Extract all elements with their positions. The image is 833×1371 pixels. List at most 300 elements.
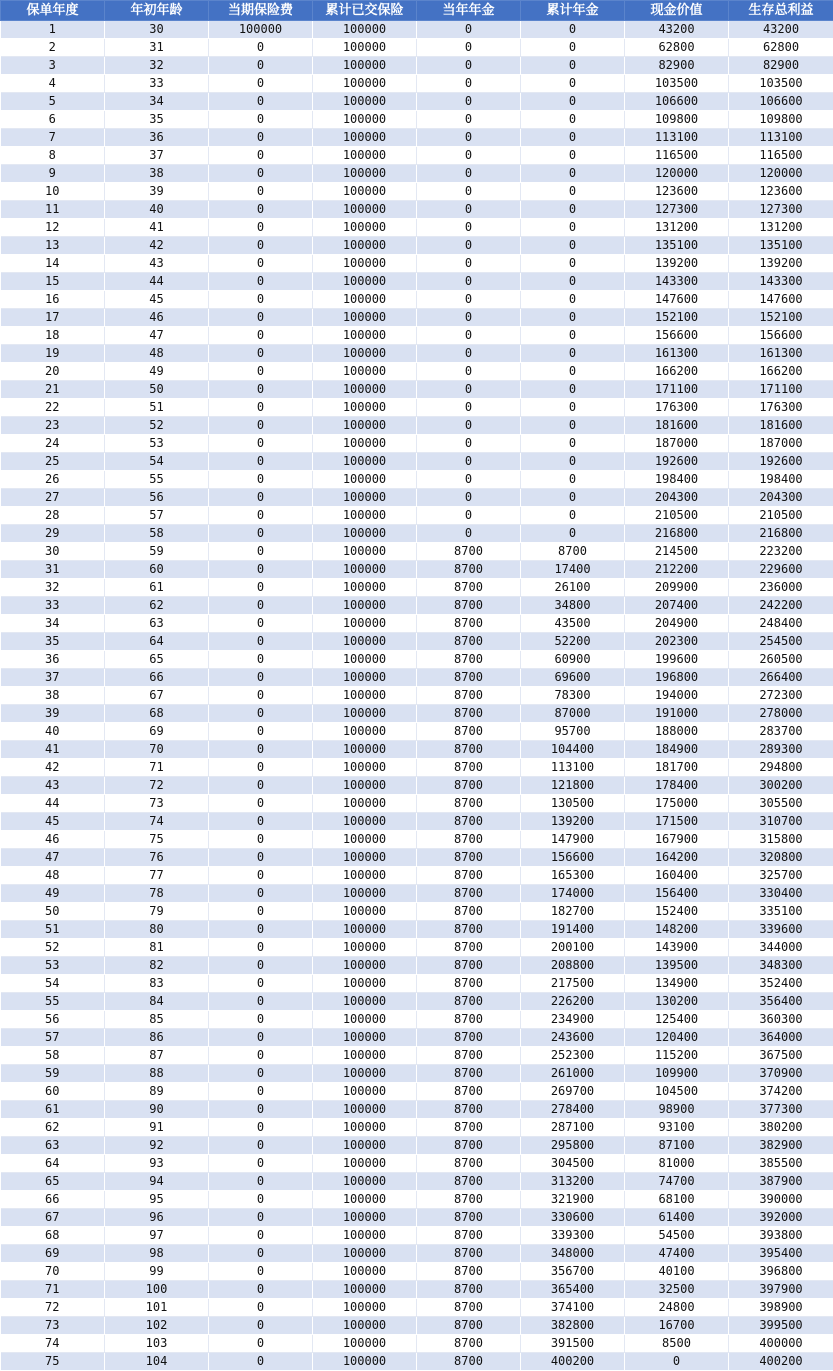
table-row [1, 75, 833, 93]
cell-total-annuity: 0 [521, 399, 625, 417]
cell-age: 60 [105, 561, 209, 579]
cell-total-annuity: 17400 [521, 561, 625, 579]
cell-total-annuity: 339300 [521, 1227, 625, 1245]
cell-cash-value: 209900 [625, 579, 729, 597]
cell-current-premium: 0 [209, 651, 313, 669]
cell-current-premium: 0 [209, 183, 313, 201]
cell-cash-value: 125400 [625, 1011, 729, 1029]
table-row [1, 1245, 833, 1263]
cell-annual-annuity: 0 [417, 93, 521, 111]
cell-total-annuity: 156600 [521, 849, 625, 867]
cell-annual-annuity: 8700 [417, 885, 521, 903]
cell-total-annuity: 0 [521, 201, 625, 219]
cell-age: 57 [105, 507, 209, 525]
cell-total-paid-premium: 100000 [313, 201, 417, 219]
cell-total-survival-benefit: 131200 [729, 219, 833, 237]
cell-total-survival-benefit: 300200 [729, 777, 833, 795]
cell-policy-year: 66 [1, 1191, 105, 1209]
cell-total-survival-benefit: 392000 [729, 1209, 833, 1227]
cell-policy-year: 39 [1, 705, 105, 723]
cell-cash-value: 156600 [625, 327, 729, 345]
header-policy-year: 保单年度 [1, 1, 105, 21]
cell-current-premium: 0 [209, 1209, 313, 1227]
cell-total-paid-premium: 100000 [313, 957, 417, 975]
cell-cash-value: 109900 [625, 1065, 729, 1083]
cell-total-survival-benefit: 139200 [729, 255, 833, 273]
cell-age: 40 [105, 201, 209, 219]
cell-total-paid-premium: 100000 [313, 453, 417, 471]
cell-annual-annuity: 0 [417, 39, 521, 57]
cell-cash-value: 188000 [625, 723, 729, 741]
cell-age: 75 [105, 831, 209, 849]
table-row [1, 1173, 833, 1191]
table-row [1, 777, 833, 795]
table-row [1, 1011, 833, 1029]
cell-total-paid-premium: 100000 [313, 1299, 417, 1317]
table-row [1, 273, 833, 291]
cell-annual-annuity: 0 [417, 255, 521, 273]
table-row [1, 111, 833, 129]
cell-current-premium: 0 [209, 165, 313, 183]
cell-cash-value: 210500 [625, 507, 729, 525]
cell-cash-value: 147600 [625, 291, 729, 309]
cell-cash-value: 109800 [625, 111, 729, 129]
table-row [1, 39, 833, 57]
table-row [1, 597, 833, 615]
table-row [1, 705, 833, 723]
cell-current-premium: 0 [209, 1101, 313, 1119]
cell-total-survival-benefit: 393800 [729, 1227, 833, 1245]
cell-cash-value: 181600 [625, 417, 729, 435]
cell-total-survival-benefit: 364000 [729, 1029, 833, 1047]
cell-annual-annuity: 0 [417, 147, 521, 165]
cell-policy-year: 70 [1, 1263, 105, 1281]
cell-cash-value: 176300 [625, 399, 729, 417]
table-row [1, 615, 833, 633]
cell-age: 67 [105, 687, 209, 705]
cell-current-premium: 0 [209, 471, 313, 489]
cell-annual-annuity: 8700 [417, 561, 521, 579]
cell-total-paid-premium: 100000 [313, 777, 417, 795]
cell-age: 92 [105, 1137, 209, 1155]
cell-total-paid-premium: 100000 [313, 327, 417, 345]
cell-cash-value: 120000 [625, 165, 729, 183]
cell-policy-year: 67 [1, 1209, 105, 1227]
cell-total-survival-benefit: 398900 [729, 1299, 833, 1317]
cell-annual-annuity: 8700 [417, 633, 521, 651]
cell-total-survival-benefit: 320800 [729, 849, 833, 867]
cell-annual-annuity: 0 [417, 291, 521, 309]
cell-annual-annuity: 0 [417, 435, 521, 453]
cell-total-annuity: 95700 [521, 723, 625, 741]
cell-current-premium: 0 [209, 1155, 313, 1173]
cell-cash-value: 198400 [625, 471, 729, 489]
cell-cash-value: 175000 [625, 795, 729, 813]
cell-annual-annuity: 8700 [417, 1029, 521, 1047]
cell-current-premium: 0 [209, 1317, 313, 1335]
cell-annual-annuity: 8700 [417, 939, 521, 957]
cell-total-paid-premium: 100000 [313, 507, 417, 525]
cell-cash-value: 166200 [625, 363, 729, 381]
cell-age: 61 [105, 579, 209, 597]
cell-current-premium: 0 [209, 489, 313, 507]
cell-total-annuity: 321900 [521, 1191, 625, 1209]
table-row [1, 165, 833, 183]
cell-cash-value: 40100 [625, 1263, 729, 1281]
cell-annual-annuity: 8700 [417, 795, 521, 813]
cell-annual-annuity: 8700 [417, 723, 521, 741]
cell-policy-year: 62 [1, 1119, 105, 1137]
cell-cash-value: 194000 [625, 687, 729, 705]
cell-cash-value: 98900 [625, 1101, 729, 1119]
cell-policy-year: 42 [1, 759, 105, 777]
table-row [1, 1065, 833, 1083]
cell-policy-year: 52 [1, 939, 105, 957]
cell-policy-year: 72 [1, 1299, 105, 1317]
cell-total-paid-premium: 100000 [313, 813, 417, 831]
cell-total-survival-benefit: 305500 [729, 795, 833, 813]
cell-total-paid-premium: 100000 [313, 885, 417, 903]
cell-total-paid-premium: 100000 [313, 525, 417, 543]
cell-total-paid-premium: 100000 [313, 21, 417, 39]
cell-age: 33 [105, 75, 209, 93]
cell-total-paid-premium: 100000 [313, 255, 417, 273]
cell-age: 59 [105, 543, 209, 561]
cell-policy-year: 23 [1, 417, 105, 435]
cell-total-paid-premium: 100000 [313, 1011, 417, 1029]
cell-total-paid-premium: 100000 [313, 687, 417, 705]
table-row [1, 1119, 833, 1137]
cell-policy-year: 6 [1, 111, 105, 129]
cell-total-annuity: 0 [521, 147, 625, 165]
cell-annual-annuity: 8700 [417, 921, 521, 939]
cell-total-annuity: 130500 [521, 795, 625, 813]
cell-cash-value: 207400 [625, 597, 729, 615]
cell-policy-year: 20 [1, 363, 105, 381]
cell-total-annuity: 0 [521, 129, 625, 147]
cell-policy-year: 43 [1, 777, 105, 795]
cell-policy-year: 53 [1, 957, 105, 975]
cell-policy-year: 56 [1, 1011, 105, 1029]
cell-policy-year: 38 [1, 687, 105, 705]
cell-annual-annuity: 0 [417, 327, 521, 345]
cell-policy-year: 3 [1, 57, 105, 75]
cell-total-annuity: 365400 [521, 1281, 625, 1299]
cell-total-survival-benefit: 242200 [729, 597, 833, 615]
table-row [1, 327, 833, 345]
cell-age: 98 [105, 1245, 209, 1263]
cell-cash-value: 192600 [625, 453, 729, 471]
cell-cash-value: 115200 [625, 1047, 729, 1065]
cell-total-survival-benefit: 325700 [729, 867, 833, 885]
cell-annual-annuity: 8700 [417, 903, 521, 921]
table-row [1, 129, 833, 147]
cell-current-premium: 0 [209, 867, 313, 885]
cell-total-annuity: 0 [521, 435, 625, 453]
cell-cash-value: 68100 [625, 1191, 729, 1209]
cell-total-survival-benefit: 181600 [729, 417, 833, 435]
cell-annual-annuity: 8700 [417, 1353, 521, 1371]
cell-current-premium: 0 [209, 993, 313, 1011]
cell-age: 36 [105, 129, 209, 147]
cell-cash-value: 187000 [625, 435, 729, 453]
cell-total-survival-benefit: 171100 [729, 381, 833, 399]
cell-cash-value: 93100 [625, 1119, 729, 1137]
cell-age: 65 [105, 651, 209, 669]
cell-total-survival-benefit: 176300 [729, 399, 833, 417]
cell-total-annuity: 0 [521, 237, 625, 255]
cell-age: 47 [105, 327, 209, 345]
cell-annual-annuity: 8700 [417, 1173, 521, 1191]
cell-policy-year: 40 [1, 723, 105, 741]
table-row [1, 975, 833, 993]
cell-total-survival-benefit: 396800 [729, 1263, 833, 1281]
cell-cash-value: 123600 [625, 183, 729, 201]
cell-policy-year: 60 [1, 1083, 105, 1101]
table-row [1, 741, 833, 759]
cell-current-premium: 0 [209, 1335, 313, 1353]
cell-age: 93 [105, 1155, 209, 1173]
cell-age: 95 [105, 1191, 209, 1209]
cell-annual-annuity: 0 [417, 237, 521, 255]
table-row [1, 1209, 833, 1227]
cell-total-survival-benefit: 335100 [729, 903, 833, 921]
cell-annual-annuity: 0 [417, 345, 521, 363]
cell-cash-value: 62800 [625, 39, 729, 57]
cell-policy-year: 8 [1, 147, 105, 165]
cell-annual-annuity: 8700 [417, 597, 521, 615]
cell-total-survival-benefit: 106600 [729, 93, 833, 111]
cell-policy-year: 19 [1, 345, 105, 363]
cell-total-survival-benefit: 161300 [729, 345, 833, 363]
cell-annual-annuity: 8700 [417, 543, 521, 561]
table-row [1, 759, 833, 777]
cell-age: 45 [105, 291, 209, 309]
cell-cash-value: 87100 [625, 1137, 729, 1155]
cell-total-paid-premium: 100000 [313, 363, 417, 381]
cell-age: 87 [105, 1047, 209, 1065]
cell-total-survival-benefit: 254500 [729, 633, 833, 651]
cell-cash-value: 191000 [625, 705, 729, 723]
header-total-paid-premium: 累计已交保险 [313, 1, 417, 21]
cell-current-premium: 0 [209, 957, 313, 975]
cell-age: 69 [105, 723, 209, 741]
cell-annual-annuity: 8700 [417, 615, 521, 633]
cell-total-annuity: 87000 [521, 705, 625, 723]
cell-annual-annuity: 8700 [417, 741, 521, 759]
cell-cash-value: 74700 [625, 1173, 729, 1191]
cell-annual-annuity: 8700 [417, 1299, 521, 1317]
cell-total-annuity: 0 [521, 309, 625, 327]
cell-current-premium: 0 [209, 777, 313, 795]
cell-total-paid-premium: 100000 [313, 1119, 417, 1137]
cell-current-premium: 0 [209, 723, 313, 741]
cell-cash-value: 130200 [625, 993, 729, 1011]
cell-policy-year: 37 [1, 669, 105, 687]
cell-total-annuity: 191400 [521, 921, 625, 939]
cell-total-annuity: 0 [521, 21, 625, 39]
cell-policy-year: 16 [1, 291, 105, 309]
cell-total-survival-benefit: 289300 [729, 741, 833, 759]
cell-policy-year: 9 [1, 165, 105, 183]
table-row [1, 183, 833, 201]
cell-total-paid-premium: 100000 [313, 399, 417, 417]
table-row [1, 525, 833, 543]
cell-total-survival-benefit: 216800 [729, 525, 833, 543]
cell-annual-annuity: 8700 [417, 1011, 521, 1029]
cell-age: 81 [105, 939, 209, 957]
cell-total-annuity: 0 [521, 471, 625, 489]
cell-cash-value: 0 [625, 1353, 729, 1371]
table-row [1, 1137, 833, 1155]
cell-age: 102 [105, 1317, 209, 1335]
cell-annual-annuity: 8700 [417, 1101, 521, 1119]
cell-annual-annuity: 8700 [417, 651, 521, 669]
cell-total-paid-premium: 100000 [313, 489, 417, 507]
cell-current-premium: 0 [209, 1299, 313, 1317]
cell-policy-year: 68 [1, 1227, 105, 1245]
cell-total-annuity: 0 [521, 453, 625, 471]
cell-current-premium: 0 [209, 705, 313, 723]
cell-total-paid-premium: 100000 [313, 1083, 417, 1101]
cell-policy-year: 36 [1, 651, 105, 669]
cell-total-annuity: 287100 [521, 1119, 625, 1137]
cell-age: 32 [105, 57, 209, 75]
table-row [1, 1155, 833, 1173]
cell-current-premium: 0 [209, 255, 313, 273]
cell-current-premium: 0 [209, 39, 313, 57]
cell-age: 73 [105, 795, 209, 813]
table-row [1, 1335, 833, 1353]
cell-current-premium: 0 [209, 741, 313, 759]
cell-total-annuity: 0 [521, 291, 625, 309]
cell-current-premium: 0 [209, 849, 313, 867]
cell-total-paid-premium: 100000 [313, 1047, 417, 1065]
cell-current-premium: 0 [209, 831, 313, 849]
cell-annual-annuity: 0 [417, 525, 521, 543]
cell-total-annuity: 208800 [521, 957, 625, 975]
cell-total-paid-premium: 100000 [313, 669, 417, 687]
cell-policy-year: 51 [1, 921, 105, 939]
cell-total-survival-benefit: 103500 [729, 75, 833, 93]
cell-age: 90 [105, 1101, 209, 1119]
cell-total-survival-benefit: 266400 [729, 669, 833, 687]
cell-cash-value: 196800 [625, 669, 729, 687]
cell-policy-year: 54 [1, 975, 105, 993]
cell-current-premium: 0 [209, 111, 313, 129]
cell-total-annuity: 243600 [521, 1029, 625, 1047]
cell-total-survival-benefit: 367500 [729, 1047, 833, 1065]
cell-age: 44 [105, 273, 209, 291]
cell-annual-annuity: 0 [417, 219, 521, 237]
cell-policy-year: 48 [1, 867, 105, 885]
cell-total-annuity: 26100 [521, 579, 625, 597]
cell-total-survival-benefit: 352400 [729, 975, 833, 993]
cell-policy-year: 25 [1, 453, 105, 471]
cell-total-survival-benefit: 223200 [729, 543, 833, 561]
cell-cash-value: 104500 [625, 1083, 729, 1101]
cell-total-paid-premium: 100000 [313, 219, 417, 237]
cell-cash-value: 171100 [625, 381, 729, 399]
cell-total-survival-benefit: 248400 [729, 615, 833, 633]
cell-policy-year: 35 [1, 633, 105, 651]
cell-total-survival-benefit: 236000 [729, 579, 833, 597]
cell-current-premium: 0 [209, 633, 313, 651]
cell-current-premium: 0 [209, 327, 313, 345]
table-row [1, 1353, 833, 1371]
cell-policy-year: 14 [1, 255, 105, 273]
cell-cash-value: 143300 [625, 273, 729, 291]
cell-cash-value: 24800 [625, 1299, 729, 1317]
cell-policy-year: 21 [1, 381, 105, 399]
table-row [1, 687, 833, 705]
cell-total-annuity: 182700 [521, 903, 625, 921]
cell-age: 46 [105, 309, 209, 327]
cell-total-survival-benefit: 348300 [729, 957, 833, 975]
cell-cash-value: 47400 [625, 1245, 729, 1263]
cell-total-paid-premium: 100000 [313, 1137, 417, 1155]
cell-total-paid-premium: 100000 [313, 993, 417, 1011]
table-row [1, 957, 833, 975]
cell-total-survival-benefit: 210500 [729, 507, 833, 525]
header-annual-annuity: 当年年金 [417, 1, 521, 21]
cell-age: 55 [105, 471, 209, 489]
cell-current-premium: 0 [209, 687, 313, 705]
cell-annual-annuity: 0 [417, 489, 521, 507]
table-row [1, 255, 833, 273]
cell-policy-year: 69 [1, 1245, 105, 1263]
cell-age: 42 [105, 237, 209, 255]
cell-cash-value: 32500 [625, 1281, 729, 1299]
table-row [1, 147, 833, 165]
cell-policy-year: 34 [1, 615, 105, 633]
cell-policy-year: 15 [1, 273, 105, 291]
cell-total-paid-premium: 100000 [313, 273, 417, 291]
cell-age: 51 [105, 399, 209, 417]
cell-current-premium: 0 [209, 759, 313, 777]
cell-current-premium: 0 [209, 219, 313, 237]
cell-annual-annuity: 8700 [417, 705, 521, 723]
cell-current-premium: 0 [209, 147, 313, 165]
cell-total-paid-premium: 100000 [313, 723, 417, 741]
cell-cash-value: 212200 [625, 561, 729, 579]
cell-cash-value: 171500 [625, 813, 729, 831]
cell-age: 76 [105, 849, 209, 867]
cell-current-premium: 0 [209, 75, 313, 93]
cell-total-survival-benefit: 374200 [729, 1083, 833, 1101]
cell-age: 49 [105, 363, 209, 381]
header-current-premium: 当期保险费 [209, 1, 313, 21]
cell-current-premium: 0 [209, 1263, 313, 1281]
cell-policy-year: 41 [1, 741, 105, 759]
cell-cash-value: 204900 [625, 615, 729, 633]
cell-total-survival-benefit: 278000 [729, 705, 833, 723]
cell-policy-year: 13 [1, 237, 105, 255]
cell-total-annuity: 0 [521, 93, 625, 111]
cell-total-survival-benefit: 283700 [729, 723, 833, 741]
cell-age: 66 [105, 669, 209, 687]
cell-total-paid-premium: 100000 [313, 1173, 417, 1191]
cell-total-annuity: 69600 [521, 669, 625, 687]
cell-current-premium: 0 [209, 1173, 313, 1191]
cell-annual-annuity: 0 [417, 165, 521, 183]
table-row [1, 669, 833, 687]
cell-cash-value: 214500 [625, 543, 729, 561]
cell-total-paid-premium: 100000 [313, 1263, 417, 1281]
cell-policy-year: 10 [1, 183, 105, 201]
cell-total-paid-premium: 100000 [313, 759, 417, 777]
header-total-survival-benefit: 生存总利益 [729, 1, 833, 21]
